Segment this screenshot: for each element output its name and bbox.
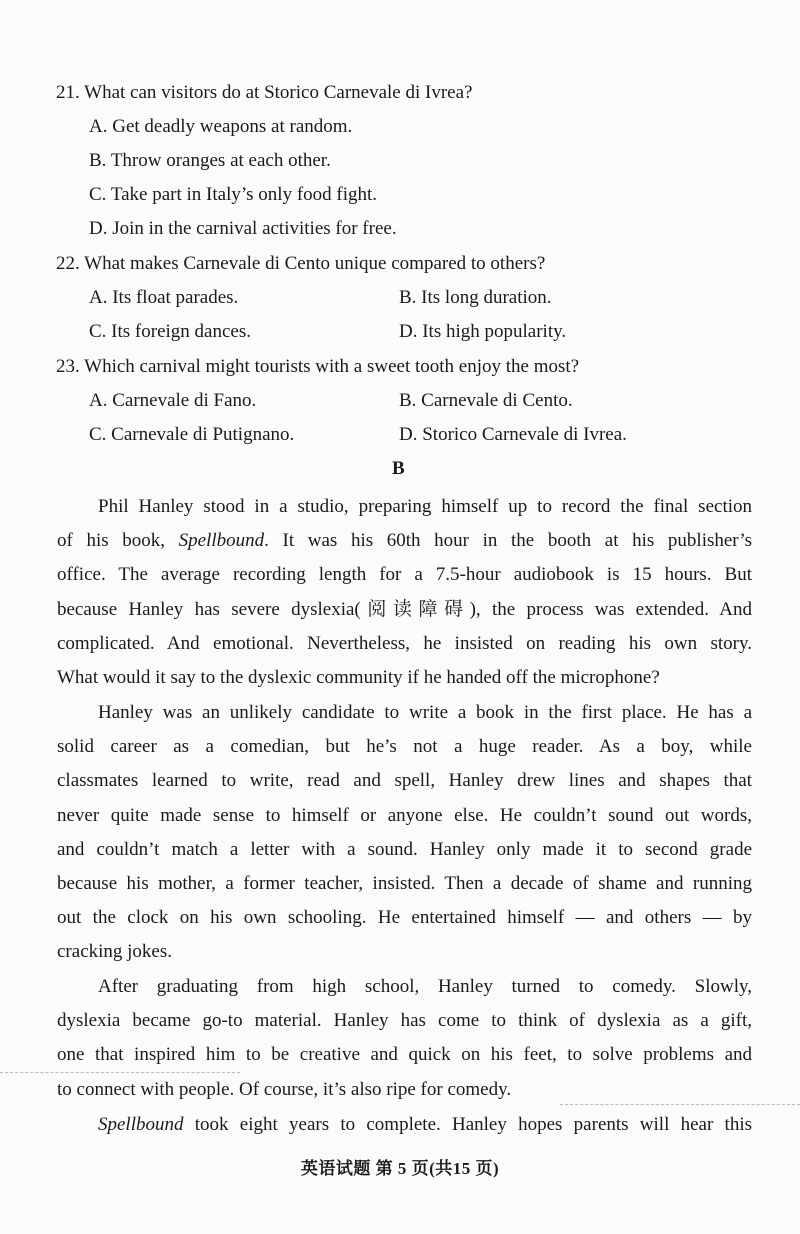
option-22-b: B. Its long duration. bbox=[399, 287, 552, 308]
passage-line: because his mother, a former teacher, insisted. Then a decade of shame and running bbox=[57, 872, 752, 894]
passage-line: out the clock on his own schooling. He entertained himself — and others — by bbox=[57, 907, 752, 929]
option-22-d: D. Its high popularity. bbox=[399, 321, 567, 342]
option-23-d: D. Storico Carnevale di Ivrea. bbox=[399, 424, 627, 445]
passage-line: complicated. And emotional. Nevertheless, he insisted on reading his own story. bbox=[57, 632, 752, 654]
page-footer: 英语试题 第 5 页(共15 页) bbox=[300, 1159, 500, 1178]
passage-line: classmates learned to write, read and spell, Hanley drew lines and shapes that bbox=[57, 770, 752, 792]
passage-line: cracking jokes. bbox=[57, 941, 173, 963]
option-21-c: C. Take part in Italy’s only food fight. bbox=[89, 184, 378, 205]
passage-line: because Hanley has severe dyslexia(阅读障碍), the process was extended. And bbox=[57, 598, 752, 620]
passage-line: of his book, Spellbound. It was his 60th hour in the booth at his publisher’s bbox=[57, 530, 753, 552]
passage-paragraph-1 bbox=[57, 490, 752, 695]
passage-line: After graduating from high school, Hanley turned to comedy. Slowly, bbox=[98, 976, 752, 997]
passage-line: solid career as a comedian, but he’s not a huge reader. As a boy, while bbox=[57, 736, 752, 758]
section-heading: B bbox=[392, 458, 405, 479]
passage-paragraph-2 bbox=[57, 696, 752, 970]
option-21-b: B. Throw oranges at each other. bbox=[89, 150, 331, 171]
passage-line: Hanley was an unlikely candidate to write a book in the first place. He has a bbox=[98, 702, 752, 723]
question-23: 23. Which carnival might tourists with a sweet tooth enjoy the most? bbox=[56, 356, 580, 377]
passage-line: What would it say to the dyslexic community if he handed off the microphone? bbox=[57, 666, 660, 688]
passage-line: one that inspired him to be creative and quick on his feet, to solve problems and bbox=[57, 1044, 752, 1066]
passage-line: and couldn’t match a letter with a sound. Hanley only made it to second grade bbox=[57, 838, 752, 860]
option-23-b: B. Carnevale di Cento. bbox=[399, 390, 573, 411]
passage-line: Spellbound took eight years to complete. Hanley hopes parents will hear this bbox=[98, 1114, 752, 1135]
passage-line: Phil Hanley stood in a studio, preparing himself up to record the final section bbox=[98, 496, 752, 517]
fold-line-right bbox=[560, 1104, 800, 1105]
option-23-c: C. Carnevale di Putignano. bbox=[89, 424, 295, 445]
option-22-a: A. Its float parades. bbox=[89, 287, 239, 308]
option-21-d: D. Join in the carnival activities for free. bbox=[89, 218, 397, 239]
book-title: Spellbound bbox=[178, 530, 265, 552]
question-21: 21. What can visitors do at Storico Carnevale di Ivrea? bbox=[56, 82, 473, 103]
option-21-a: A. Get deadly weapons at random. bbox=[89, 116, 353, 137]
passage-line: dyslexia became go-to material. Hanley has come to think of dyslexia as a gift, bbox=[57, 1010, 752, 1032]
book-title: Spellbound bbox=[98, 1114, 184, 1135]
passage-line: never quite made sense to himself or anyone else. He couldn’t sound out words, bbox=[57, 804, 752, 826]
passage-line: to connect with people. Of course, it’s also ripe for comedy. bbox=[57, 1078, 512, 1100]
option-23-a: A. Carnevale di Fano. bbox=[89, 390, 257, 411]
passage-line: office. The average recording length for a 7.5-hour audiobook is 15 hours. But bbox=[57, 564, 752, 586]
passage-paragraph-3 bbox=[57, 970, 752, 1107]
passage-paragraph-4 bbox=[57, 1108, 752, 1142]
option-22-c: C. Its foreign dances. bbox=[89, 321, 251, 342]
question-22: 22. What makes Carnevale di Cento unique compared to others? bbox=[56, 253, 546, 274]
fold-line-left bbox=[0, 1072, 240, 1073]
